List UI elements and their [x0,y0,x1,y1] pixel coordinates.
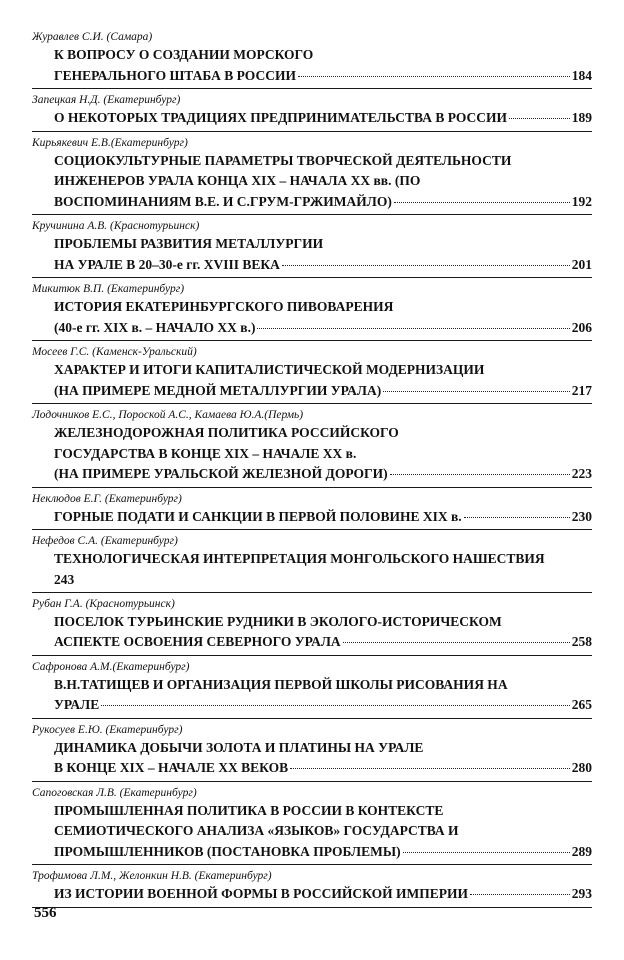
entry-title [32,45,592,86]
entry-title-line: ГЕНЕРАЛЬНОГО ШТАБА В РОССИИ [54,67,296,83]
entry-title-line: ПРОБЛЕМЫ РАЗВИТИЯ МЕТАЛЛУРГИИ [54,236,324,251]
entry-title-last-line [54,695,592,716]
entry-title-line: АСПЕКТЕ ОСВОЕНИЯ СЕВЕРНОГО УРАЛА [54,634,341,649]
entry-page: 243 [54,571,75,587]
entry-title [32,297,592,338]
entry-title-last-line [54,884,592,905]
entry-page: 217 [571,382,592,398]
entry-title-line: (НА ПРИМЕРЕ МЕДНОЙ МЕТАЛЛУРГИИ УРАЛА) [54,382,382,398]
entry-author: Микитюк В.П. (Екатеринбург) [32,283,185,295]
entry-author: Запецкая Н.Д. (Екатеринбург) [32,94,181,106]
entry-author: Рубан Г.А. (Краснотурьинск) [32,597,175,610]
toc-entry [32,408,592,488]
entry-title-line: В КОНЦЕ XIX – НАЧАЛЕ XX ВЕКОВ [54,760,289,775]
entry-title [32,549,592,570]
entry-title-last-line [54,842,592,863]
entry-title-line: (40-е гг. XIX в. – НАЧАЛО XX в.) [54,319,256,335]
dot-leader [509,118,570,119]
entry-title-last-line [54,255,592,276]
entry-author: Журавлев С.И. (Самара) [32,31,153,43]
entry-title-last-line [54,66,592,87]
entry-title [32,801,592,863]
entry-title-line: УРАЛЕ [54,697,100,712]
entry-title-line: К ВОПРОСУ О СОЗДАНИИ МОРСКОГО [54,47,314,62]
toc-entry [32,136,592,216]
dot-leader [257,328,569,329]
entry-title-line: О НЕКОТОРЫХ ТРАДИЦИЯХ ПРЕДПРИНИМАТЕЛЬСТВА В РОССИИ [54,110,508,125]
toc-entry [32,345,592,404]
dot-leader [403,852,570,853]
entry-title [32,423,592,485]
entry-author: Нефедов С.А. (Екатеринбург) [32,535,178,547]
entry-title-line: ЖЕЛЕЗНОДОРОЖНАЯ ПОЛИТИКА РОССИЙСКОГО [54,425,399,440]
entry-page: 289 [571,843,592,859]
entry-author: Лодочников Е.С., Пороской А.С., Камаева Ю.А.(Пермь) [32,409,304,421]
toc-entry [32,723,592,782]
entry-title-line: В.Н.ТАТИЩЕВ И ОРГАНИЗАЦИЯ ПЕРВОЙ ШКОЛЫ РИСОВАНИЯ НА [54,676,508,692]
dot-leader [394,202,570,203]
dot-leader [343,642,570,643]
dot-leader [282,265,570,266]
dot-leader [464,517,570,518]
entry-title-line: ПРОМЫШЛЕННИКОВ (ПОСТАНОВКА ПРОБЛЕМЫ) [54,843,401,859]
dot-leader [390,474,570,475]
toc-entry [32,534,592,593]
entry-page: 265 [571,697,592,712]
entry-author: Сапоговская Л.В. (Екатеринбург) [32,786,197,799]
dot-leader [101,705,570,706]
entry-author: Мосеев Г.С. (Каменск-Уральский) [32,346,197,358]
entry-page: 201 [571,256,592,272]
entry-author: Рукосуев Е.Ю. (Екатеринбург) [32,723,183,736]
table-of-contents [32,30,592,912]
entry-title-line: ДИНАМИКА ДОБЫЧИ ЗОЛОТА И ПЛАТИНЫ НА УРАЛЕ [54,739,424,755]
toc-entry [32,597,592,656]
toc-entry [32,786,592,866]
entry-title [32,151,592,213]
entry-title [32,675,592,716]
entry-page: 189 [571,110,592,125]
entry-title-line: ИЗ ИСТОРИИ ВОЕННОЙ ФОРМЫ В РОССИЙСКОЙ ИМПЕРИИ [54,886,468,901]
entry-title-line: (НА ПРИМЕРЕ УРАЛЬСКОЙ ЖЕЛЕЗНОЙ ДОРОГИ) [54,466,388,481]
entry-author: Трофимова Л.М., Желонкин Н.В. (Екатеринбург) [32,870,272,882]
entry-title-line: ПОСЕЛОК ТУРЬИНСКИЕ РУДНИКИ В ЭКОЛОГО-ИСТОРИЧЕСКОМ [54,613,502,629]
entry-author: Кирьякевич Е.В.(Екатеринбург) [32,136,188,149]
entry-title-last-line [54,108,592,129]
entry-title-line: ГОРНЫЕ ПОДАТИ И САНКЦИИ В ПЕРВОЙ ПОЛОВИНЕ XIX в. [54,508,462,524]
toc-entry [32,282,592,341]
entry-author: Сафронова А.М.(Екатеринбург) [32,660,190,673]
entry-title-line: ИНЖЕНЕРОВ УРАЛА КОНЦА XIX – НАЧАЛА XX вв. (ПО [54,173,421,188]
entry-title-last-line [54,464,592,485]
entry-title [32,507,592,528]
entry-author: Кручинина А.В. (Краснотурьинск) [32,220,200,232]
toc-entry [32,30,592,89]
entry-title-last-line [54,632,592,653]
toc-entry [32,660,592,719]
dot-leader [298,76,570,77]
dot-leader [383,391,570,392]
entry-title-line: СОЦИОКУЛЬТУРНЫЕ ПАРАМЕТРЫ ТВОРЧЕСКОЙ ДЕЯТЕЛЬНОСТИ [54,152,512,168]
entry-page: 280 [571,760,592,775]
page-number: 556 [34,905,57,921]
entry-title [32,360,592,401]
entry-page: 258 [571,634,592,649]
dot-leader [290,768,570,769]
entry-title-last-line [54,192,592,213]
entry-title-last-line [54,381,592,402]
entry-page: 206 [571,319,592,335]
entry-title-line: ХАРАКТЕР И ИТОГИ КАПИТАЛИСТИЧЕСКОЙ МОДЕРНИЗАЦИИ [54,362,485,377]
entry-title-line: СЕМИОТИЧЕСКОГО АНАЛИЗА «ЯЗЫКОВ» ГОСУДАРСТВА И [54,823,459,838]
entry-author: Неклюдов Е.Г. (Екатеринбург) [32,492,182,505]
toc-entry [32,869,592,908]
toc-entry [32,492,592,531]
entry-title-last-line [54,758,592,779]
toc-entry [32,93,592,132]
entry-page: 293 [571,886,592,901]
entry-title-line: ГОСУДАРСТВА В КОНЦЕ XIX – НАЧАЛЕ XX в. [54,445,357,461]
entry-title [32,884,592,905]
entry-title-last-line [54,507,592,528]
entry-title-line: ВОСПОМИНАНИЯМ В.Е. И С.ГРУМ-ГРЖИМАЙЛО) [54,193,392,209]
entry-title-line: ТЕХНОЛОГИЧЕСКАЯ ИНТЕРПРЕТАЦИЯ МОНГОЛЬСКОГО НАШЕСТВИЯ [54,551,545,566]
entry-title-last-line [54,318,592,339]
entry-title-line: ИСТОРИЯ ЕКАТЕРИНБУРГСКОГО ПИВОВАРЕНИЯ [54,299,394,314]
entry-page: 192 [571,193,592,209]
entry-title [32,738,592,779]
entry-page: 230 [571,508,592,524]
entry-title-line: ПРОМЫШЛЕННАЯ ПОЛИТИКА В РОССИИ В КОНТЕКСТЕ [54,802,444,818]
entry-page: 223 [571,466,592,481]
entry-title [32,612,592,653]
toc-entry [32,219,592,278]
entry-title-line: НА УРАЛЕ В 20–30-е гг. XVIII ВЕКА [54,256,280,272]
entry-title [32,234,592,275]
entry-page: 184 [571,67,592,83]
dot-leader [470,894,570,895]
entry-title [32,108,592,129]
